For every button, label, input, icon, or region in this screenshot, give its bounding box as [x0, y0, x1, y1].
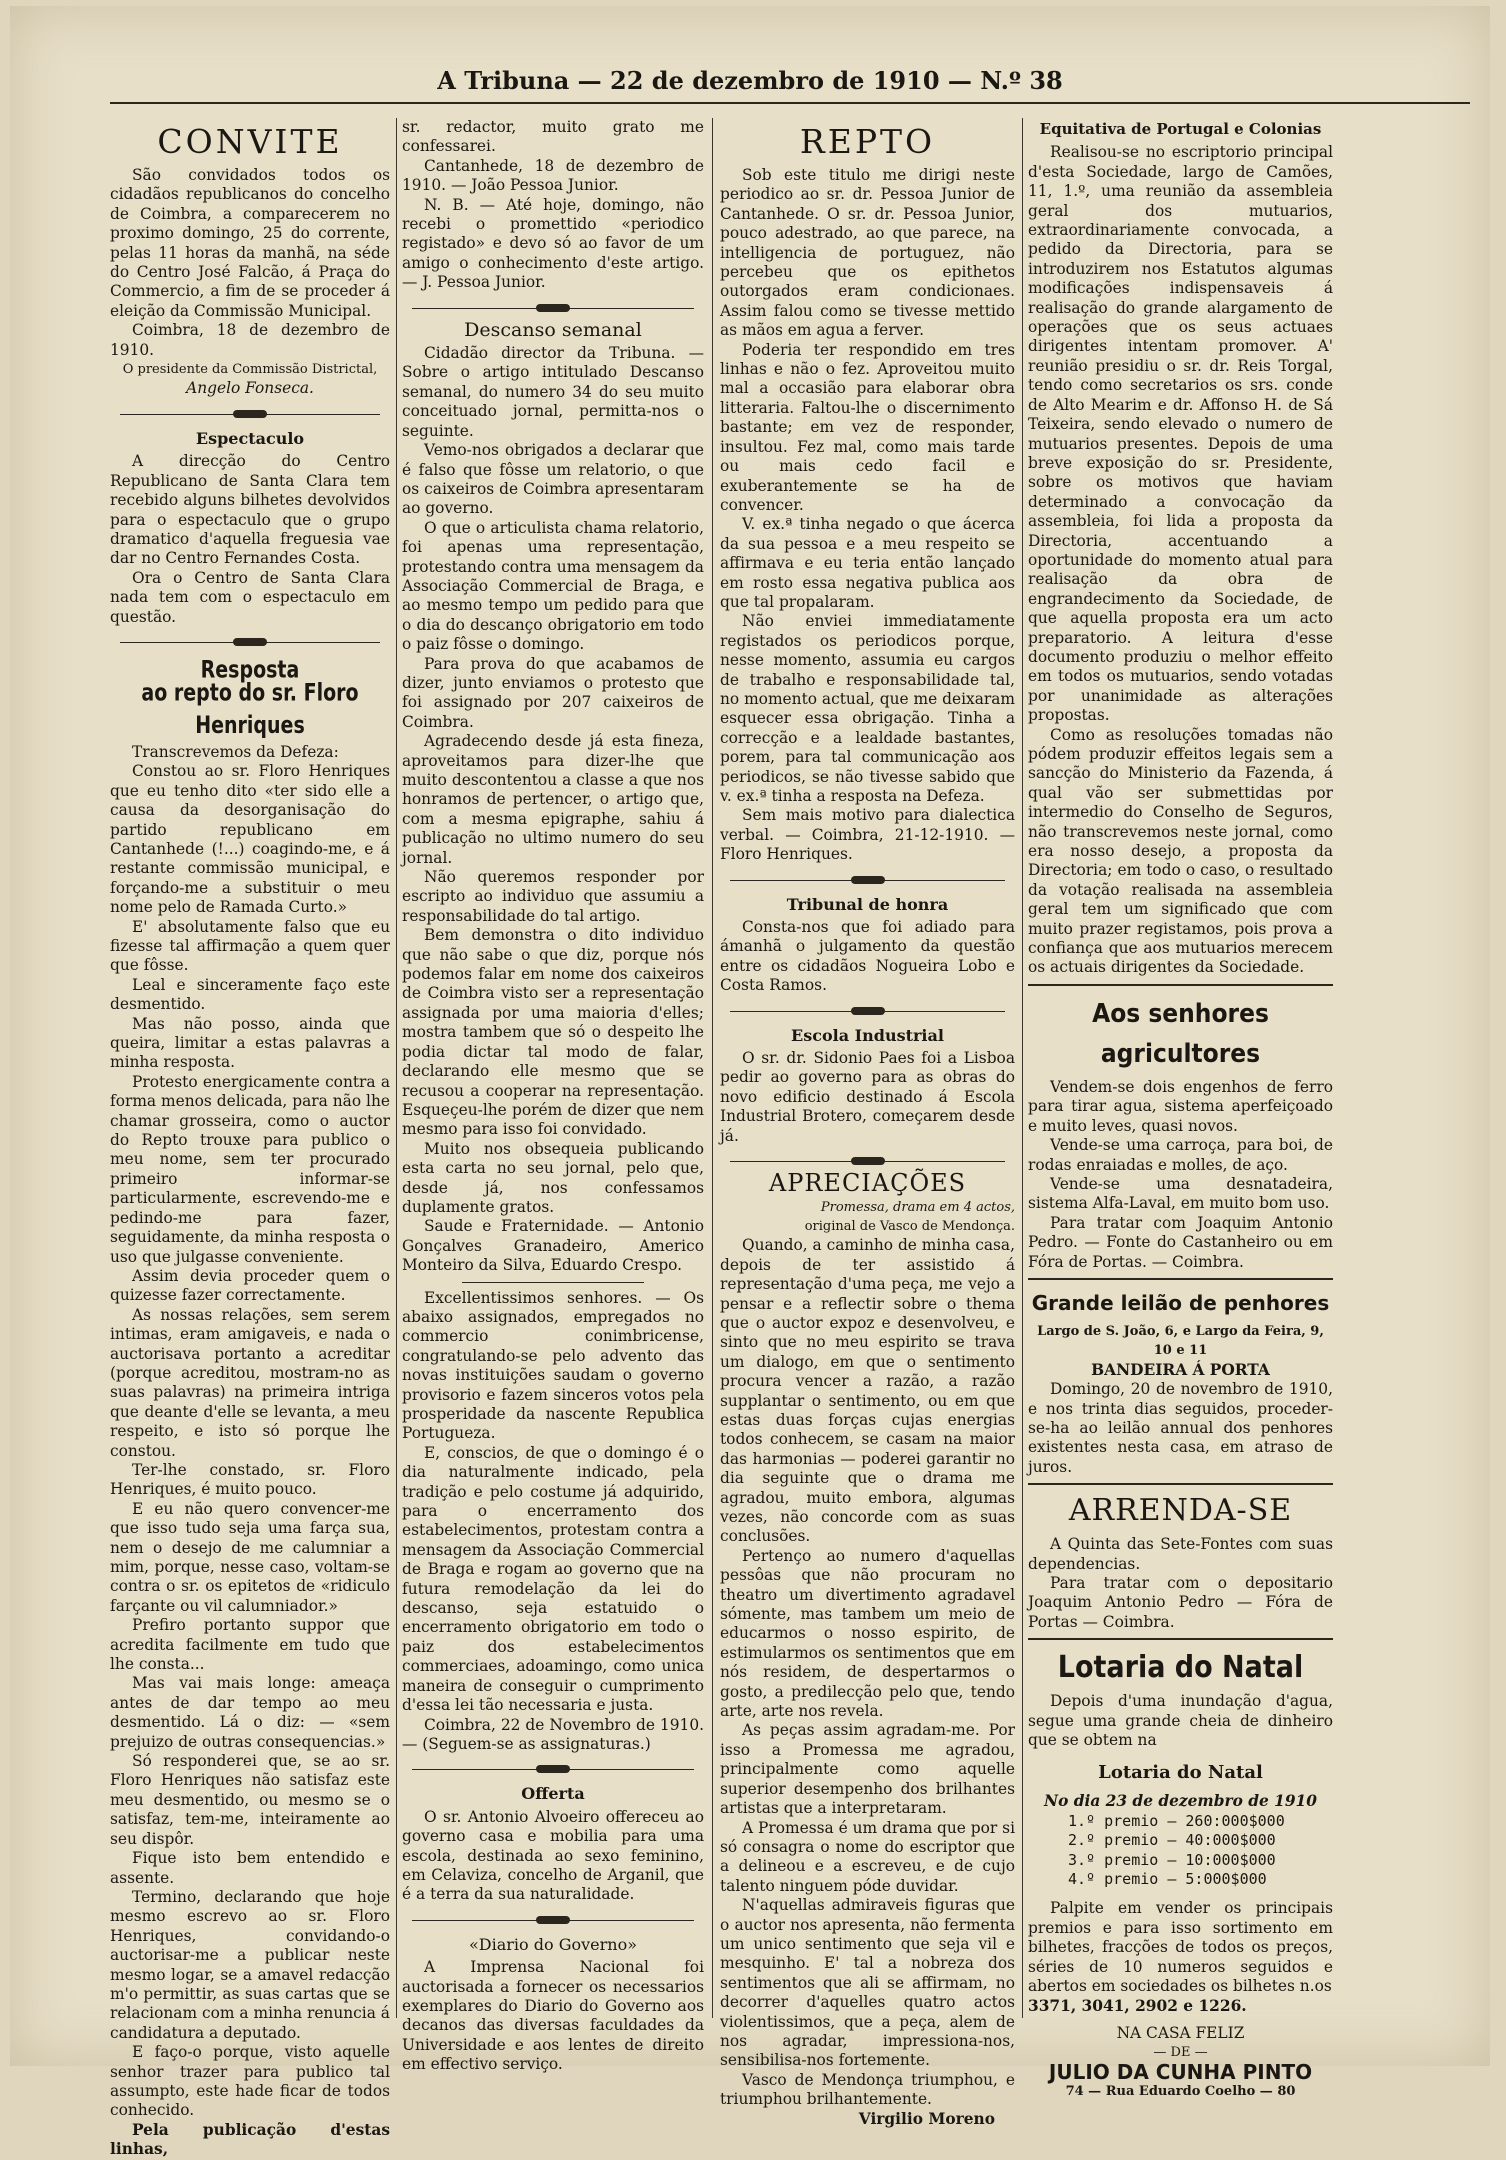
espectaculo-paragraph: A direcção do Centro Republicano de Santa Clara tem recebido alguns bilhetes devolvidos para o espectaculo que o grupo dramatico d'aquella freguesia vae dar no Centro Fernandes Costa. [110, 452, 390, 568]
convite-date: Coimbra, 18 de dezembro de 1910. [110, 321, 390, 359]
continuation-paragraph: Cantanhede, 18 de dezembro de 1910. — João Pessoa Junior. [402, 156, 704, 195]
tribunal-paragraph: Consta-nos que foi adiado para ámanhã o julgamento da questão entre os cidadãos Nogueira Lobo e Costa Ramos. [720, 918, 1015, 995]
short-rule [462, 1282, 643, 1283]
offerta-paragraph: O sr. Antonio Alvoeiro offereceu ao governo casa e mobilia para uma escola, destinada ao sexo feminino, em Celaviza, concelho de Arganil, que é a terra da sua naturalidade. [402, 1807, 704, 1904]
agricultores-title: Aos senhores agricultores [1092, 998, 1269, 1069]
repto-paragraph: Poderia ter respondido em tres linhas e não o fez. Aproveitou muito mal a occasião para elaborar obra litteraria. Faltou-lhe o discernimento bastante; em vez de responder, insultou. Fez mal, como mais tarde ou mais cedo facil e exuberantemente se ha de convencer. [720, 340, 1015, 514]
repto-title: REPTO [799, 122, 936, 161]
escola-paragraph: O sr. dr. Sidonio Paes foi a Lisboa pedir ao governo para as obras do novo edificio destinado á Escola Industrial Brotero, começarem desde já. [720, 1049, 1015, 1145]
casa-address: 74 — Rua Eduardo Coelho — 80 [1065, 2084, 1296, 2100]
prize-item: 2.º premio — 40:000$000 [1068, 1831, 1276, 1850]
ad-rule [1028, 1638, 1333, 1640]
lotaria-subtitle: Lotaria do Natal [1098, 1762, 1263, 1784]
agricultores-paragraph: Vende-se uma carroça, para boi, de rodas enraiadas e molles, de aço. [1028, 1136, 1333, 1174]
column-divider [396, 118, 397, 2018]
agricultores-paragraph: Vendem-se dois engenhos de ferro para tirar agua, sistema aperfeiçoado e muito leves, quasi novos. [1028, 1077, 1333, 1135]
resposta-paragraph: Ter-lhe constado, sr. Floro Henriques, é muito pouco. [110, 1460, 390, 1499]
apreciacoes-signature: Virgilio Moreno [858, 2109, 995, 2128]
agricultores-paragraph: Vende-se uma desnatadeira, sistema Alfa-Laval, em muito bom uso. [1028, 1174, 1333, 1213]
leilao-flag: BANDEIRA Á PORTA [1091, 1360, 1270, 1379]
prize-item: 1.º premio — 260:000$000 [1068, 1811, 1285, 1830]
resposta-paragraph: Mas não posso, ainda que queira, limitar a estas palavras a minha resposta. [110, 1014, 390, 1072]
descanso-paragraph: Saude e Fraternidade. — Antonio Gonçalves Granadeiro, Americo Monteiro da Silva, Eduardo Crespo. [402, 1217, 704, 1275]
descanso-paragraph: Vemo-nos obrigados a declarar que é falso que fôsse um relatorio, o que os caixeiros de Coimbra apresentaram ao governo. [402, 441, 704, 518]
casa-owner: JULIO DA CUNHA PINTO [1048, 2059, 1313, 2084]
resposta-paragraph: Mas vai mais longe: ameaça antes de dar tempo ao meu desmentido. Lá o diz: — «sem prejuizo de outras consequencias.» [110, 1674, 390, 1751]
lotaria-numbers: 3371, 3041, 2902 e 1226. [1028, 1996, 1247, 2015]
apreciacoes-paragraph: A Promessa é um drama que por si só consagra o nome do escriptor que a delineou e a escreveu, e de cujo talento ninguem póde duvidar. [720, 1818, 1015, 1895]
lotaria-paragraph: Depois d'uma inundação d'agua, segue uma grande cheia de dinheiro que se obtem na [1028, 1692, 1333, 1750]
apreciacoes-subtitle: original de Vasco de Mendonça. [804, 1218, 1015, 1234]
column-1 [110, 118, 390, 2159]
convite-body: São convidados todos os cidadãos republicanos do concelho de Coimbra, a comparecerem no proximo domingo, 25 do corrente, pelas 11 horas da manhã, na séde do Centro José Falcão, á Praça do Commercio, a fim de se proceder á eleição da Commissão Municipal. [110, 166, 390, 320]
lotaria-paragraph: Palpite em vender os principais premios e para isso sortimento em bilhetes, fracções de todos os preços, séries de 10 numeros seguidos e abertos em sociedades os bilhetes n.os [1028, 1899, 1333, 1996]
ornament-divider [110, 409, 390, 419]
ornament-divider [402, 1764, 704, 1774]
header-rule [110, 102, 1470, 104]
convite-title: CONVITE [157, 122, 343, 161]
leilao-address: Largo de S. João, 6, e Largo da Feira, 9, 10 e 11 [1037, 1323, 1324, 1359]
agricultores-paragraph: Para tratar com Joaquim Antonio Pedro. — Fonte do Castanheiro ou em Fóra de Portas. — Coimbra. [1028, 1213, 1333, 1271]
convite-signature-role: O presidente da Commissão Districtal, [122, 362, 378, 378]
newspaper-page [10, 6, 1490, 2159]
ornament-divider [720, 1006, 1015, 1016]
continuation-paragraph: N. B. — Até hoje, domingo, não recebi o promettido «periodico registado» e devo só ao favor de um amigo o conhecimento d'este artigo. — J. Pessoa Junior. [402, 195, 704, 292]
diario-title: «Diario do Governo» [468, 1934, 637, 1954]
prize-item: 4.º premio — 5:000$000 [1068, 1870, 1267, 1889]
apreciacoes-subtitle: Promessa, drama em 4 actos, [820, 1199, 1015, 1215]
column-4 [1028, 118, 1333, 2100]
column-divider [712, 118, 713, 2018]
apreciacoes-paragraph: Pertenço ao numero d'aquellas pessôas que não procuram no theatro um divertimento agradavel sómente, mas tambem um meio de educarmos o nosso espirito, de estimularmos os sentimentos que em nós residem, de despertarmos o gosto, a predilecção pelo que, tendo arte, arte nos revela. [720, 1546, 1015, 1721]
descanso-paragraph: E, conscios, de que o domingo é o dia naturalmente indicado, pela tradição e pelo costume já adquirido, para o encerramento dos estabelecimentos, protestam contra a mensagem da Associação Commercial de Braga e rogam ao governo que na futura remodelação da lei do descanso, seja estatuido o encerramento obrigatorio em todo o paiz dos estabelecimentos commerciaes, adoamingo, como unica maneira de conseguir o cumprimento d'essa lei tão necessaria e justa. [402, 1443, 704, 1715]
apreciacoes-paragraph: Vasco de Mendonça triumphou, e triumphou brilhantemente. [720, 2070, 1015, 2109]
descanso-paragraph: Agradecendo desde já esta fineza, aproveitamos para dizer-lhe que muito descontentou a classe a que nos honramos de pertencer, o artigo que, com a mesma epigraphe, sahiu á publicação no ultimo numero do seu jornal. [402, 732, 704, 867]
resposta-paragraph: Pela publicação d'estas linhas, [110, 2120, 390, 2159]
leilao-title: Grande leilão de penhores [1031, 1290, 1330, 1315]
ad-rule [1028, 1278, 1333, 1280]
escola-title: Escola Industrial [791, 1025, 944, 1045]
resposta-paragraph: Só responderei que, se ao sr. Floro Henriques não satisfaz este meu desmentido, ou mesmo se o satisfaz, tem-me, inteiramente ao seu dispôr. [110, 1752, 390, 1848]
column-3 [720, 118, 1015, 2128]
resposta-paragraph: As nossas relações, sem serem intimas, eram amigaveis, e nada o auctorisava portanto a acreditar (porque acreditou, mostram-no as suas palavras) na primeira intriga que deante d'elle se levanta, a meu respeito, e isto só porque lhe constou. [110, 1305, 390, 1460]
lotaria-title: Lotaria do Natal [1057, 1650, 1304, 1686]
leilao-paragraph: Domingo, 20 de novembro de 1910, e nos trinta dias seguidos, proceder-se-ha ao leilão annual dos penhores existentes nesta casa, em atraso de juros. [1028, 1380, 1333, 1476]
resposta-paragraph: Assim devia proceder quem o quizesse fazer correctamente. [110, 1266, 390, 1305]
casa-de: — DE — [1153, 2045, 1208, 2061]
diario-paragraph: A Imprensa Nacional foi auctorisada a fornecer os necessarios exemplares do Diario do Governo aos decanos das diversas faculdades da Universidade e aos lentes de direito em effectivo serviço. [402, 1958, 704, 2074]
prize-item: 3.º premio — 10:000$000 [1068, 1850, 1276, 1869]
column-divider [1022, 118, 1023, 2018]
ornament-divider [402, 1915, 704, 1925]
descanso-title: Descanso semanal [464, 318, 642, 341]
descanso-paragraph: Para prova do que acabamos de dizer, junto enviamos o protesto que foi assignado por 207 caixeiros de Coimbra. [402, 654, 704, 731]
continuation-paragraph: sr. redactor, muito grato me confessarei. [402, 118, 704, 156]
arrenda-title: ARRENDA-SE [1068, 1493, 1293, 1529]
convite-signature-name: Angelo Fonseca. [186, 379, 314, 398]
repto-paragraph: Sob este titulo me dirigi neste periodico ao sr. dr. Pessoa Junior de Cantanhede. O sr. dr. Pessoa Junior, pouco adestrado, ao que parece, na intelligencia de portuguez, não percebeu que os epithetos outorgados eram condicionaes. Assim falou como se tivesse mettido as mãos em agua a ferver. [720, 166, 1015, 340]
resposta-paragraph: E eu não quero convencer-me que isso tudo seja uma farça sua, nem o desejo de me calumniar a mim, porque, nesse caso, voltam-se contra o sr. os epitetos de «ridiculo farçante ou vil calumniador.» [110, 1499, 390, 1615]
resposta-intro: Transcrevemos da Defeza: [132, 742, 339, 761]
descanso-paragraph: Coimbra, 22 de Novembro de 1910. — (Seguem-se as assignaturas.) [402, 1715, 704, 1753]
repto-paragraph: Não enviei immediatamente registados os periodicos porque, nesse momento, assumia eu cargos de trabalho e responsabilidade tal, no momento actual, que me deixaram esquecer essa obrigação. Tinha a correcção e a lealdade bastantes, porem, para tal communicação aos periodicos, se não tivesse sabido que v. ex.ª tinha a resposta na Defeza. [720, 612, 1015, 805]
equitativa-paragraph: Como as resoluções tomadas não pódem produzir effeitos legais sem a sancção do Ministerio da Fazenda, á qual vão ser submettidas por intermedio do Conselho de Seguros, não transcrevemos neste jornal, como era nosso desejo, a proposta da Directoria; em todo o caso, o resultado da votação realisada na assembleia geral tem um significado que com muito prazer registamos, pois prova a confiança que aos mutuarios merecem os actuais dirigentes da Sociedade. [1028, 725, 1333, 977]
resposta-paragraph: E' absolutamente falso que eu fizesse tal affirmação a quem quer que fôsse. [110, 917, 390, 975]
apreciacoes-paragraph: N'aquellas admiraveis figuras que o auctor nos apresenta, não fermenta um unico sentimento que seja vil e mesquinho. E' tal a nobreza dos sentimentos que ali se affirmam, no decorrer d'aquelles quatro actos violentissimos, que a peça, alem de nos agradar, impressiona-nos, sensibilisa-nos fortemente. [720, 1896, 1015, 2070]
ad-rule [1028, 1483, 1333, 1485]
descanso-paragraph: Não queremos responder por escripto ao individuo que assumiu a responsabilidade do tal artigo. [402, 868, 704, 925]
descanso-paragraph: Bem demonstra o dito individuo que não sabe o que diz, porque nós podemos falar em nome dos caixeiros de Coimbra visto ser a representação assignada por uma maioria d'elles; mostra tambem que só o despeito lhe podia dictar tal modo de falar, declarando elle mesmo que se recusou a cooperar na representação. Esqueçeu-lhe porém de dizer que nem mesmo para isso foi convidado. [402, 926, 704, 1139]
repto-paragraph: V. ex.ª tinha negado o que ácerca da sua pessoa e a meu respeito se affirmava e eu teria então lançado em rosto essa negativa publica aos que tal propalaram. [720, 515, 1015, 611]
prize-list [1028, 1812, 1333, 1890]
descanso-paragraph: Cidadão director da Tribuna. — Sobre o artigo intitulado Descanso semanal, do numero 34 do seu muito conceituado jornal, permitta-nos o seguinte. [402, 344, 704, 440]
descanso-paragraph: O que o articulista chama relatorio, foi apenas uma representação, protestando contra uma mensagem da Associação Commercial de Braga, e ao mesmo tempo um pedido para que o dia do descanço obrigatorio em todo o paiz fôsse o domingo. [402, 518, 704, 654]
ornament-divider [402, 303, 704, 313]
casa-name: NA CASA FELIZ [1116, 2023, 1245, 2042]
page-header [30, 66, 1470, 106]
repto-paragraph: Sem mais motivo para dialectica verbal. — Coimbra, 21-12-1910. — Floro Henriques. [720, 806, 1015, 864]
resposta-paragraph: Fique isto bem entendido e assente. [110, 1849, 390, 1887]
apreciacoes-paragraph: As peças assim agradam-me. Por isso a Promessa me agradou, principalmente como aquelle superior desempenho dos brilhantes artistas que a interpretaram. [720, 1721, 1015, 1818]
column-2 [402, 118, 704, 2074]
ornament-divider [720, 875, 1015, 885]
resposta-paragraph: Constou ao sr. Floro Henriques que eu tenho dito «ter sido elle a causa da desorganisação do partido republicano em Cantanhede (!...) coagindo-me, e á restante commissão municipal, e forçando-me a substituir o meu nome pelo de Ramada Curto.» [110, 762, 390, 917]
resposta-paragraph: Leal e sinceramente faço este desmentido. [110, 975, 390, 1014]
espectaculo-title: Espectaculo [195, 428, 305, 448]
resposta-paragraph: Prefiro portanto suppor que acredita facilmente em tudo que lhe consta... [110, 1616, 390, 1674]
equitativa-paragraph: Realisou-se no escriptorio principal d'esta Sociedade, largo de Camões, 11, 1.º, uma reunião da assembleia geral dos mutuarios, extraordinariamente convocada, a pedido da Directoria, para se introduzirem nos Estatutos algumas modificações indispensaveis á realisação do grande alargamento de operações que os seus actuaes dirigentes intentam promover. A' reunião presidiu o sr. dr. Reis Torgal, tendo como secretarios os srs. conde de Alto Mearim e dr. Affonso H. de Sá Teixeira, sendo elevado o numero de mutuarios presentes. Depois de uma breve exposição do sr. Presidente, sobre os motivos que haviam determinado a convocação da assembleia, foi lida a proposta da Directoria, accentuando a oportunidade do momento atual para realisação da obra de engrandecimento da Sociedade, de que aquella proposta era um acto preparatorio. A leitura d'esse documento produziu o melhor effeito em todos os mutuarios, sendo votadas por unanimidade as alterações propostas. [1028, 143, 1333, 725]
lotaria-date: No dia 23 de dezembro de 1910 [1044, 1792, 1317, 1811]
resposta-subtitle: ao repto do sr. Floro Henriques [141, 678, 359, 739]
apreciacoes-title: APRECIAÇÕES [768, 1169, 967, 1198]
equitativa-title: Equitativa de Portugal e Colonias [1039, 120, 1322, 138]
tribunal-title: Tribunal de honra [786, 894, 949, 914]
ornament-divider [110, 637, 390, 647]
resposta-title: Resposta [200, 656, 300, 684]
apreciacoes-paragraph: Quando, a caminho de minha casa, depois de ter assistido á representação d'uma peça, me vejo a pensar e a reflectir sobre o thema que o auctor expoz e desenvolveu, e sinto que no meu espirito se trava um dialogo, em que o sentimento procura vencer a razão, a razão supplantar o sentimento, ou em que estas duas forças cujas energias todos conhecem, se casam na maior das harmonias — poderei garantir no dia seguinte que o drama me agradou, muito embora, algumas vezes, não concorde com as suas conclusões. [720, 1236, 1015, 1546]
espectaculo-paragraph: Ora o Centro de Santa Clara nada tem com o espectaculo em questão. [110, 568, 390, 626]
ad-rule [1028, 984, 1333, 986]
arrenda-paragraph: A Quinta das Sete-Fontes com suas dependencias. [1028, 1535, 1333, 1573]
descanso-paragraph: Muito nos obsequeia publicando esta carta no seu jornal, pelo que, desde já, nos confessamos duplamente gratos. [402, 1139, 704, 1216]
ornament-divider [720, 1156, 1015, 1166]
descanso-paragraph: Excellentissimos senhores. — Os abaixo assignados, empregados no commercio conimbricense, congratulando-se pelo advento das novas instituições saudam o governo provisorio e fazem sinceros votos pela prosperidade da nascente Republica Portugueza. [402, 1288, 704, 1443]
header-title: A Tribuna — 22 de dezembro de 1910 — N.º 38 [437, 66, 1063, 95]
resposta-paragraph: Termino, declarando que hoje mesmo escrevo ao sr. Floro Henriques, convidando-o auctorisar-me a publicar neste mesmo logar, se a amavel redacção m'o permittir, as suas cartas que se relacionam com a minha renuncia á candidatura a deputado. [110, 1887, 390, 2042]
resposta-paragraph: Protesto energicamente contra a forma menos delicada, para não lhe chamar grosseira, como o auctor do Repto trouxe para publico o meu nome, sem ter procurado primeiro informar-se particularmente, escrevendo-me e pedindo-me para fazer, seguidamente, da minha resposta o uso que julgasse conveniente. [110, 1072, 390, 1266]
offerta-title: Offerta [521, 1784, 585, 1804]
arrenda-paragraph: Para tratar com o depositario Joaquim Antonio Pedro — Fóra de Portas — Coimbra. [1028, 1574, 1333, 1631]
resposta-paragraph: E faço-o porque, visto aquelle senhor trazer para publico tal assumpto, este hade ficar de todos conhecido. [110, 2043, 390, 2120]
